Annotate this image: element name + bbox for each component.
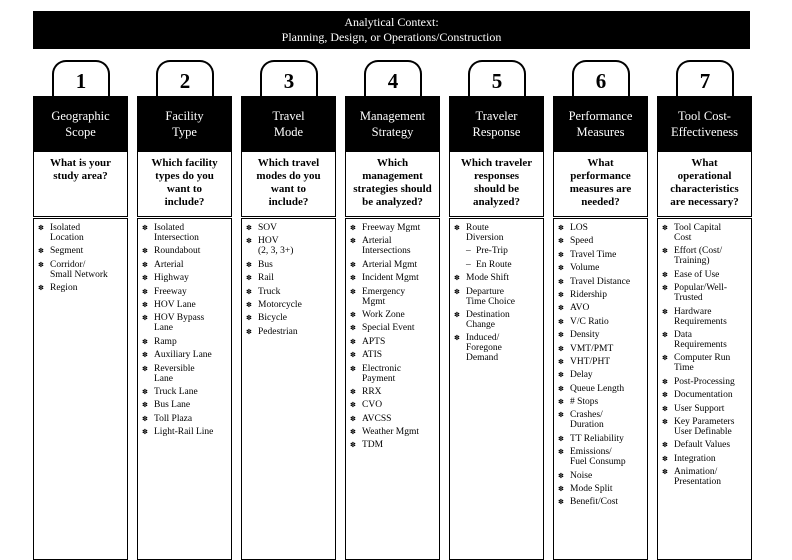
criteria-question-line: should be <box>474 183 519 195</box>
option-text-line: Mgmt <box>362 296 386 307</box>
criteria-option <box>142 337 229 347</box>
criteria-option <box>142 427 229 437</box>
option-text-line: ✽ Incident Mgmt <box>362 273 419 284</box>
criteria-option <box>38 223 125 243</box>
criteria-heading-line: Travel <box>272 109 305 123</box>
criteria-option <box>246 287 333 297</box>
option-text-line: ✽ Hardware <box>674 306 712 317</box>
option-text-line: ✽ Effort (Cost/ <box>674 246 723 257</box>
option-text-line: – En Route <box>476 259 512 270</box>
option-text-line: Requirements <box>674 316 727 327</box>
option-text-line: ✽ Region <box>50 283 78 294</box>
option-text-line: ✽ Weather Mgmt <box>362 427 420 438</box>
option-text-line: Time <box>674 363 694 374</box>
analytical-context-banner <box>33 11 750 49</box>
criteria-option <box>558 397 645 407</box>
criteria-option <box>38 260 125 280</box>
criteria-question-line: include? <box>268 196 309 208</box>
option-text-line: ✽ Data <box>674 329 692 340</box>
criteria-option <box>662 353 749 373</box>
criteria-option <box>558 236 645 246</box>
option-text-line: ✽ V/C Ratio <box>570 316 609 327</box>
criteria-option <box>558 471 645 481</box>
criteria-question <box>553 152 648 217</box>
option-text-line: Small Network <box>50 269 108 280</box>
criteria-heading-line: Mode <box>273 125 304 139</box>
option-text-line: Payment <box>362 373 396 384</box>
option-text-line: Change <box>466 319 496 330</box>
option-text-line: Fuel Consump <box>570 457 626 468</box>
banner-line-2: Planning, Design, or Operations/Construction <box>281 30 502 44</box>
criteria-question <box>345 152 440 217</box>
criteria-question-line: want to <box>166 183 203 195</box>
option-text-line: ✽ Destination <box>466 309 510 320</box>
criteria-option <box>662 246 749 266</box>
step-number-tab: 6 <box>572 60 630 98</box>
option-text-line: ✽ Departure <box>466 286 504 297</box>
criteria-option <box>350 287 437 307</box>
option-text-line: ✽ Key Parameters <box>674 416 735 427</box>
criteria-options-box <box>449 218 544 560</box>
option-text-line: ✽ Arterial Mgmt <box>362 259 418 270</box>
option-text-line: ✽ Work Zone <box>362 309 405 320</box>
option-text-line: ✽ Light-Rail Line <box>154 427 214 438</box>
option-text-line: ✽ Bus <box>258 259 273 270</box>
criteria-question-line: want to <box>270 183 307 195</box>
criteria-options-list <box>138 223 231 437</box>
criteria-option <box>350 440 437 450</box>
criteria-option <box>350 273 437 283</box>
criteria-option <box>662 330 749 350</box>
criteria-question-line: measures are <box>569 183 632 195</box>
option-text-line: ✽ Auxiliary Lane <box>154 350 212 361</box>
criteria-question-line: What is your <box>49 157 112 169</box>
option-text-line: ✽ Isolated <box>50 223 81 233</box>
criteria-heading-line: Measures <box>576 125 625 139</box>
criteria-options-list <box>450 223 543 363</box>
option-text-line: ✽ Tool Capital <box>674 223 722 233</box>
criteria-question-line: What <box>691 157 718 169</box>
criteria-option <box>142 287 229 297</box>
criteria-question-line: be analyzed? <box>362 196 423 208</box>
option-text-line: Intersection <box>154 233 199 243</box>
option-text-line: ✽ Delay <box>570 370 593 381</box>
criteria-option <box>558 290 645 300</box>
criteria-sub-option <box>454 260 541 270</box>
option-text-line: ✽ Bus Lane <box>154 400 191 411</box>
criteria-heading <box>553 96 648 152</box>
option-text-line: ✽ Default Values <box>674 440 731 451</box>
criteria-option <box>558 223 645 233</box>
criteria-option <box>38 283 125 293</box>
option-text-line: ✽ Ease of Use <box>674 269 720 280</box>
criteria-options-list <box>554 223 647 507</box>
criteria-options-box <box>241 218 336 560</box>
option-text-line: ✽ HOV Bypass <box>154 313 205 324</box>
step-number-tab: 7 <box>676 60 734 98</box>
criteria-option <box>662 223 749 243</box>
option-text-line: ✽ Benefit/Cost <box>570 497 619 508</box>
option-text-line: ✽ Truck <box>258 286 281 297</box>
option-text-line: Presentation <box>674 477 721 488</box>
criteria-option <box>246 236 333 256</box>
criteria-heading <box>345 96 440 152</box>
criteria-option <box>246 327 333 337</box>
criteria-option <box>454 273 541 283</box>
criteria-heading-line: Performance <box>568 109 633 123</box>
criteria-option <box>662 454 749 464</box>
option-text-line: ✽ Popular/Well- <box>674 283 728 294</box>
criteria-option <box>142 350 229 360</box>
criteria-option <box>350 350 437 360</box>
criteria-option <box>558 497 645 507</box>
criteria-question-line: responses <box>473 170 520 182</box>
option-text-line: ✽ Pedestrian <box>258 326 298 337</box>
criteria-options-box <box>345 218 440 560</box>
criteria-heading <box>33 96 128 152</box>
criteria-option <box>142 414 229 424</box>
criteria-option <box>558 410 645 430</box>
criteria-question-line: are necessary? <box>670 196 739 208</box>
criteria-heading-line: Scope <box>65 125 96 139</box>
criteria-heading-line: Traveler <box>475 109 518 123</box>
criteria-question-line: performance <box>570 170 631 182</box>
criteria-heading-line: Type <box>172 125 197 139</box>
criteria-question-line: analyzed? <box>472 196 521 208</box>
step-number-tab: 3 <box>260 60 318 98</box>
criteria-option <box>350 236 437 256</box>
criteria-option <box>246 300 333 310</box>
option-text-line: ✽ Arterial <box>362 236 392 247</box>
criteria-question-line: Which traveler <box>460 157 533 169</box>
criteria-option <box>558 484 645 494</box>
criteria-option <box>350 387 437 397</box>
criteria-option <box>142 223 229 243</box>
criteria-heading-line: Tool Cost- <box>678 109 731 123</box>
criteria-option <box>558 447 645 467</box>
criteria-question-line: characteristics <box>670 183 739 195</box>
criteria-heading <box>137 96 232 152</box>
option-text-line: Training) <box>674 256 710 267</box>
option-text-line: ✽ Ramp <box>154 336 177 347</box>
criteria-option <box>454 287 541 307</box>
option-text-line: ✽ Induced/ <box>466 333 500 344</box>
option-text-line: ✽ Special Event <box>362 323 415 334</box>
criteria-question <box>137 152 232 217</box>
option-text-line: ✽ # Stops <box>570 397 599 408</box>
criteria-question-line: Which facility <box>151 157 218 169</box>
criteria-heading-line: Response <box>472 125 521 139</box>
criteria-option <box>142 364 229 384</box>
option-text-line: Foregone <box>466 343 502 354</box>
option-text-line: ✽ Route <box>466 223 489 233</box>
criteria-option <box>246 313 333 323</box>
option-text-line: ✽ Mode Shift <box>466 273 510 284</box>
option-text-line: ✽ Roundabout <box>154 246 201 257</box>
option-text-line: (2, 3, 3+) <box>258 246 294 257</box>
criteria-option <box>350 337 437 347</box>
step-number-tab: 4 <box>364 60 422 98</box>
criteria-option <box>142 273 229 283</box>
criteria-option <box>454 223 541 243</box>
option-text-line: ✽ Highway <box>154 273 189 284</box>
option-text-line: Diversion <box>466 233 504 243</box>
option-text-line: ✽ Emergency <box>362 286 406 297</box>
option-text-line: ✽ Queue Length <box>570 383 625 394</box>
criteria-question-line: types do you <box>155 170 214 182</box>
criteria-option <box>350 310 437 320</box>
option-text-line: Trusted <box>674 293 703 304</box>
option-text-line: Lane <box>154 323 173 334</box>
criteria-question <box>33 152 128 217</box>
criteria-option <box>558 317 645 327</box>
option-text-line: Location <box>50 233 84 243</box>
option-text-line: ✽ HOV <box>258 236 279 247</box>
criteria-question-line: management <box>362 170 423 182</box>
option-text-line: ✽ Electronic <box>362 363 402 374</box>
criteria-option <box>350 400 437 410</box>
criteria-question-line: Which <box>376 157 409 169</box>
option-text-line: ✽ Travel Time <box>570 249 617 260</box>
option-text-line: ✽ Computer Run <box>674 353 731 364</box>
criteria-option <box>558 344 645 354</box>
banner-line-1: Analytical Context: <box>344 15 439 29</box>
option-text-line: ✽ Isolated <box>154 223 185 233</box>
option-text-line: ✽ TT Reliability <box>570 433 624 444</box>
option-text-line: ✽ Reversible <box>154 363 195 374</box>
criteria-option <box>350 260 437 270</box>
option-text-line: ✽ Rail <box>258 273 274 284</box>
criteria-question <box>657 152 752 217</box>
option-text-line: Intersections <box>362 246 411 257</box>
criteria-options-box <box>33 218 128 560</box>
criteria-option <box>558 370 645 380</box>
option-text-line: Cost <box>674 233 692 243</box>
criteria-sub-option <box>454 246 541 256</box>
criteria-option <box>558 263 645 273</box>
option-text-line: ✽ SOV <box>258 223 278 233</box>
option-text-line: ✽ Toll Plaza <box>154 413 193 424</box>
option-text-line: ✽ Integration <box>674 453 716 464</box>
criteria-option <box>350 414 437 424</box>
criteria-option <box>142 400 229 410</box>
criteria-option <box>454 310 541 330</box>
criteria-option <box>662 467 749 487</box>
criteria-options-list <box>242 223 335 337</box>
criteria-option <box>246 223 333 233</box>
criteria-option <box>662 390 749 400</box>
criteria-options-list <box>34 223 127 293</box>
criteria-option <box>38 246 125 256</box>
option-text-line: ✽ Animation/ <box>674 467 718 478</box>
criteria-option <box>350 427 437 437</box>
option-text-line: ✽ APTS <box>362 336 386 347</box>
option-text-line: ✽ VHT/PHT <box>570 356 611 367</box>
criteria-option <box>558 357 645 367</box>
criteria-question <box>241 152 336 217</box>
criteria-options-list <box>346 223 439 450</box>
option-text-line: ✽ Corridor/ <box>50 259 86 270</box>
option-text-line: ✽ Arterial <box>154 259 184 270</box>
criteria-option <box>454 333 541 363</box>
criteria-option <box>350 223 437 233</box>
option-text-line: Lane <box>154 373 173 384</box>
option-text-line: ✽ Freeway Mgmt <box>362 223 421 233</box>
criteria-options-box <box>657 218 752 560</box>
criteria-heading-line: Effectiveness <box>670 125 739 139</box>
option-text-line: ✽ LOS <box>570 223 588 233</box>
criteria-option <box>662 270 749 280</box>
option-text-line: ✽ AVCSS <box>362 413 392 424</box>
criteria-option <box>558 434 645 444</box>
criteria-option <box>246 260 333 270</box>
criteria-heading-line: Strategy <box>371 125 414 139</box>
criteria-heading <box>657 96 752 152</box>
criteria-option <box>246 273 333 283</box>
criteria-option <box>662 404 749 414</box>
criteria-options-box <box>137 218 232 560</box>
option-text-line: Duration <box>570 420 604 431</box>
criteria-option <box>142 313 229 333</box>
step-number-tab: 1 <box>52 60 110 98</box>
option-text-line: ✽ ATIS <box>362 350 383 361</box>
criteria-option <box>350 323 437 333</box>
option-text-line: ✽ Bicycle <box>258 313 288 324</box>
criteria-option <box>558 303 645 313</box>
criteria-option <box>662 283 749 303</box>
criteria-options-list <box>658 223 751 487</box>
criteria-question-line: needed? <box>581 196 620 208</box>
option-text-line: ✽ Speed <box>570 236 594 247</box>
criteria-option <box>558 250 645 260</box>
criteria-option <box>350 364 437 384</box>
option-text-line: ✽ Noise <box>570 470 593 481</box>
criteria-option <box>142 246 229 256</box>
option-text-line: ✽ Motorcycle <box>258 299 302 310</box>
criteria-question-line: Which travel <box>257 157 320 169</box>
criteria-option <box>558 330 645 340</box>
option-text-line: ✽ Density <box>570 330 600 341</box>
criteria-heading-line: Management <box>359 109 426 123</box>
option-text-line: ✽ TDM <box>362 440 384 451</box>
criteria-question-line: modes do you <box>256 170 321 182</box>
criteria-heading-line: Facility <box>165 109 204 123</box>
option-text-line: Demand <box>466 353 499 364</box>
criteria-option <box>142 387 229 397</box>
criteria-question-line: include? <box>164 196 205 208</box>
option-text-line: ✽ Segment <box>50 246 84 257</box>
option-text-line: ✽ Truck Lane <box>154 386 198 397</box>
option-text-line: ✽ Post-Processing <box>674 376 735 387</box>
option-text-line: ✽ Crashes/ <box>570 410 603 421</box>
option-text-line: ✽ Documentation <box>674 390 733 401</box>
criteria-options-box <box>553 218 648 560</box>
option-text-line: ✽ User Support <box>674 403 725 414</box>
step-number-tab: 2 <box>156 60 214 98</box>
criteria-question-line: operational <box>677 170 732 182</box>
criteria-option <box>558 277 645 287</box>
criteria-option <box>662 440 749 450</box>
option-text-line: ✽ Mode Split <box>570 484 613 495</box>
criteria-option <box>662 307 749 327</box>
option-text-line: Time Choice <box>466 296 515 307</box>
option-text-line: ✽ AVO <box>570 303 590 314</box>
option-text-line: – Pre-Trip <box>476 246 508 257</box>
step-number-tab: 5 <box>468 60 526 98</box>
option-text-line: ✽ Travel Distance <box>570 276 631 287</box>
criteria-heading <box>449 96 544 152</box>
option-text-line: ✽ RRX <box>362 386 382 397</box>
option-text-line: ✽ Freeway <box>154 286 187 297</box>
criteria-option <box>142 260 229 270</box>
criteria-option <box>662 417 749 437</box>
criteria-option <box>142 300 229 310</box>
criteria-heading <box>241 96 336 152</box>
option-text-line: ✽ HOV Lane <box>154 299 196 310</box>
option-text-line: ✽ Volume <box>570 263 600 274</box>
criteria-question-line: study area? <box>53 170 108 182</box>
criteria-question-line: What <box>587 157 614 169</box>
option-text-line: Requirements <box>674 339 727 350</box>
criteria-question <box>449 152 544 217</box>
option-text-line: ✽ CVO <box>362 400 383 411</box>
criteria-question-line: strategies should <box>353 183 432 195</box>
criteria-option <box>558 384 645 394</box>
option-text-line: ✽ Emissions/ <box>570 447 612 458</box>
option-text-line: ✽ VMT/PMT <box>570 343 614 354</box>
option-text-line: ✽ Ridership <box>570 289 607 300</box>
option-text-line: User Definable <box>674 426 732 437</box>
criteria-heading-line: Geographic <box>51 109 110 123</box>
criteria-option <box>662 377 749 387</box>
